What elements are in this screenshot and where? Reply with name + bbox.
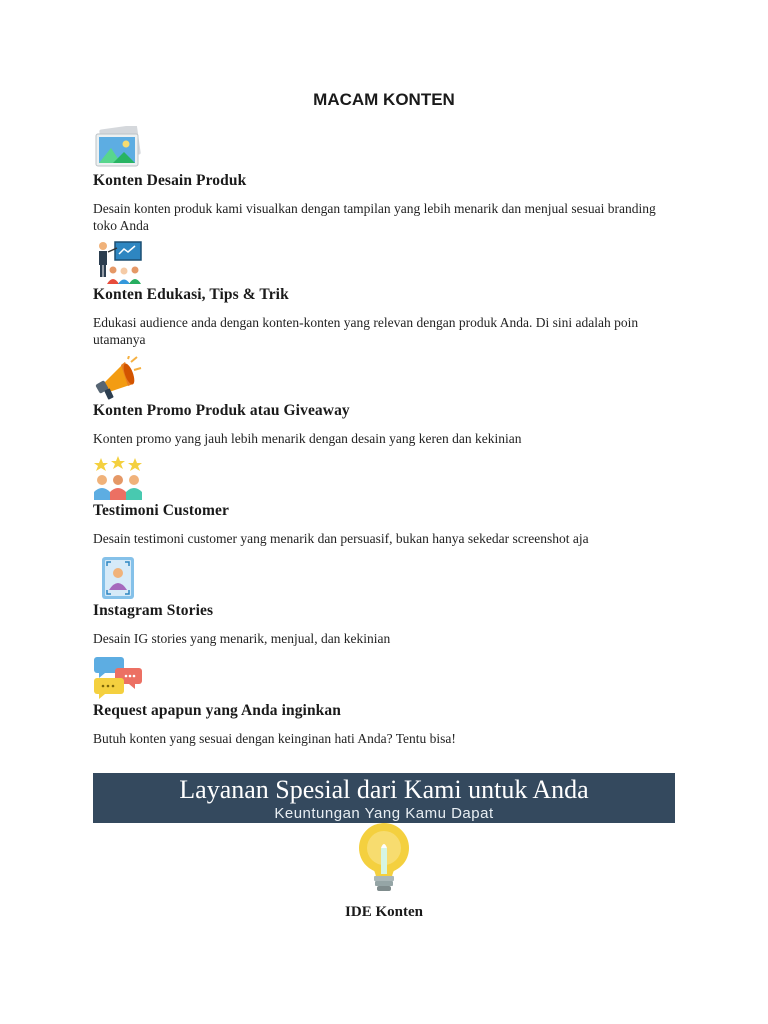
banner-title: Layanan Spesial dari Kami untuk Anda: [179, 775, 589, 804]
content-type-section: [93, 240, 683, 348]
feature-label: IDE Konten: [345, 904, 423, 920]
section-description: Edukasi audience anda dengan konten-konten yang relevan dengan produk Anda. Di sini adalah poin utamanya: [93, 315, 639, 347]
content-type-section: [93, 356, 683, 447]
profile-frame-icon: [93, 556, 143, 600]
section-description: Butuh konten yang sesuai dengan keinginan hati Anda? Tentu bisa!: [93, 731, 456, 746]
section-heading: Konten Edukasi, Tips & Trik: [93, 286, 289, 303]
banner-subtitle: Keuntungan Yang Kamu Dapat: [274, 805, 494, 822]
picture-icon: [93, 126, 143, 170]
content-type-section: [93, 456, 683, 547]
rating-customers-icon: [93, 456, 143, 500]
chat-bubbles-icon: [93, 656, 143, 700]
section-description: Desain konten produk kami visualkan dengan tampilan yang lebih menarik dan menjual sesuai branding toko Anda: [93, 201, 656, 233]
content-type-section: [93, 556, 683, 647]
section-description: Desain testimoni customer yang menarik dan persuasif, bukan hanya sekedar screenshot aja: [93, 531, 589, 546]
presentation-icon: [93, 240, 143, 284]
section-heading: Request apapun yang Anda inginkan: [93, 702, 341, 719]
content-type-section: [93, 126, 683, 234]
section-heading: Konten Desain Produk: [93, 172, 247, 189]
page-title: MACAM KONTEN: [313, 90, 455, 109]
lightbulb-icon: [354, 822, 414, 894]
services-banner: [93, 773, 675, 823]
section-heading: Instagram Stories: [93, 602, 214, 619]
section-heading: Testimoni Customer: [93, 502, 229, 519]
content-type-section: [93, 656, 683, 747]
section-description: Desain IG stories yang menarik, menjual, dan kekinian: [93, 631, 391, 646]
megaphone-icon: [93, 356, 143, 400]
section-heading: Konten Promo Produk atau Giveaway: [93, 402, 350, 419]
section-description: Konten promo yang jauh lebih menarik dengan desain yang keren dan kekinian: [93, 431, 522, 446]
